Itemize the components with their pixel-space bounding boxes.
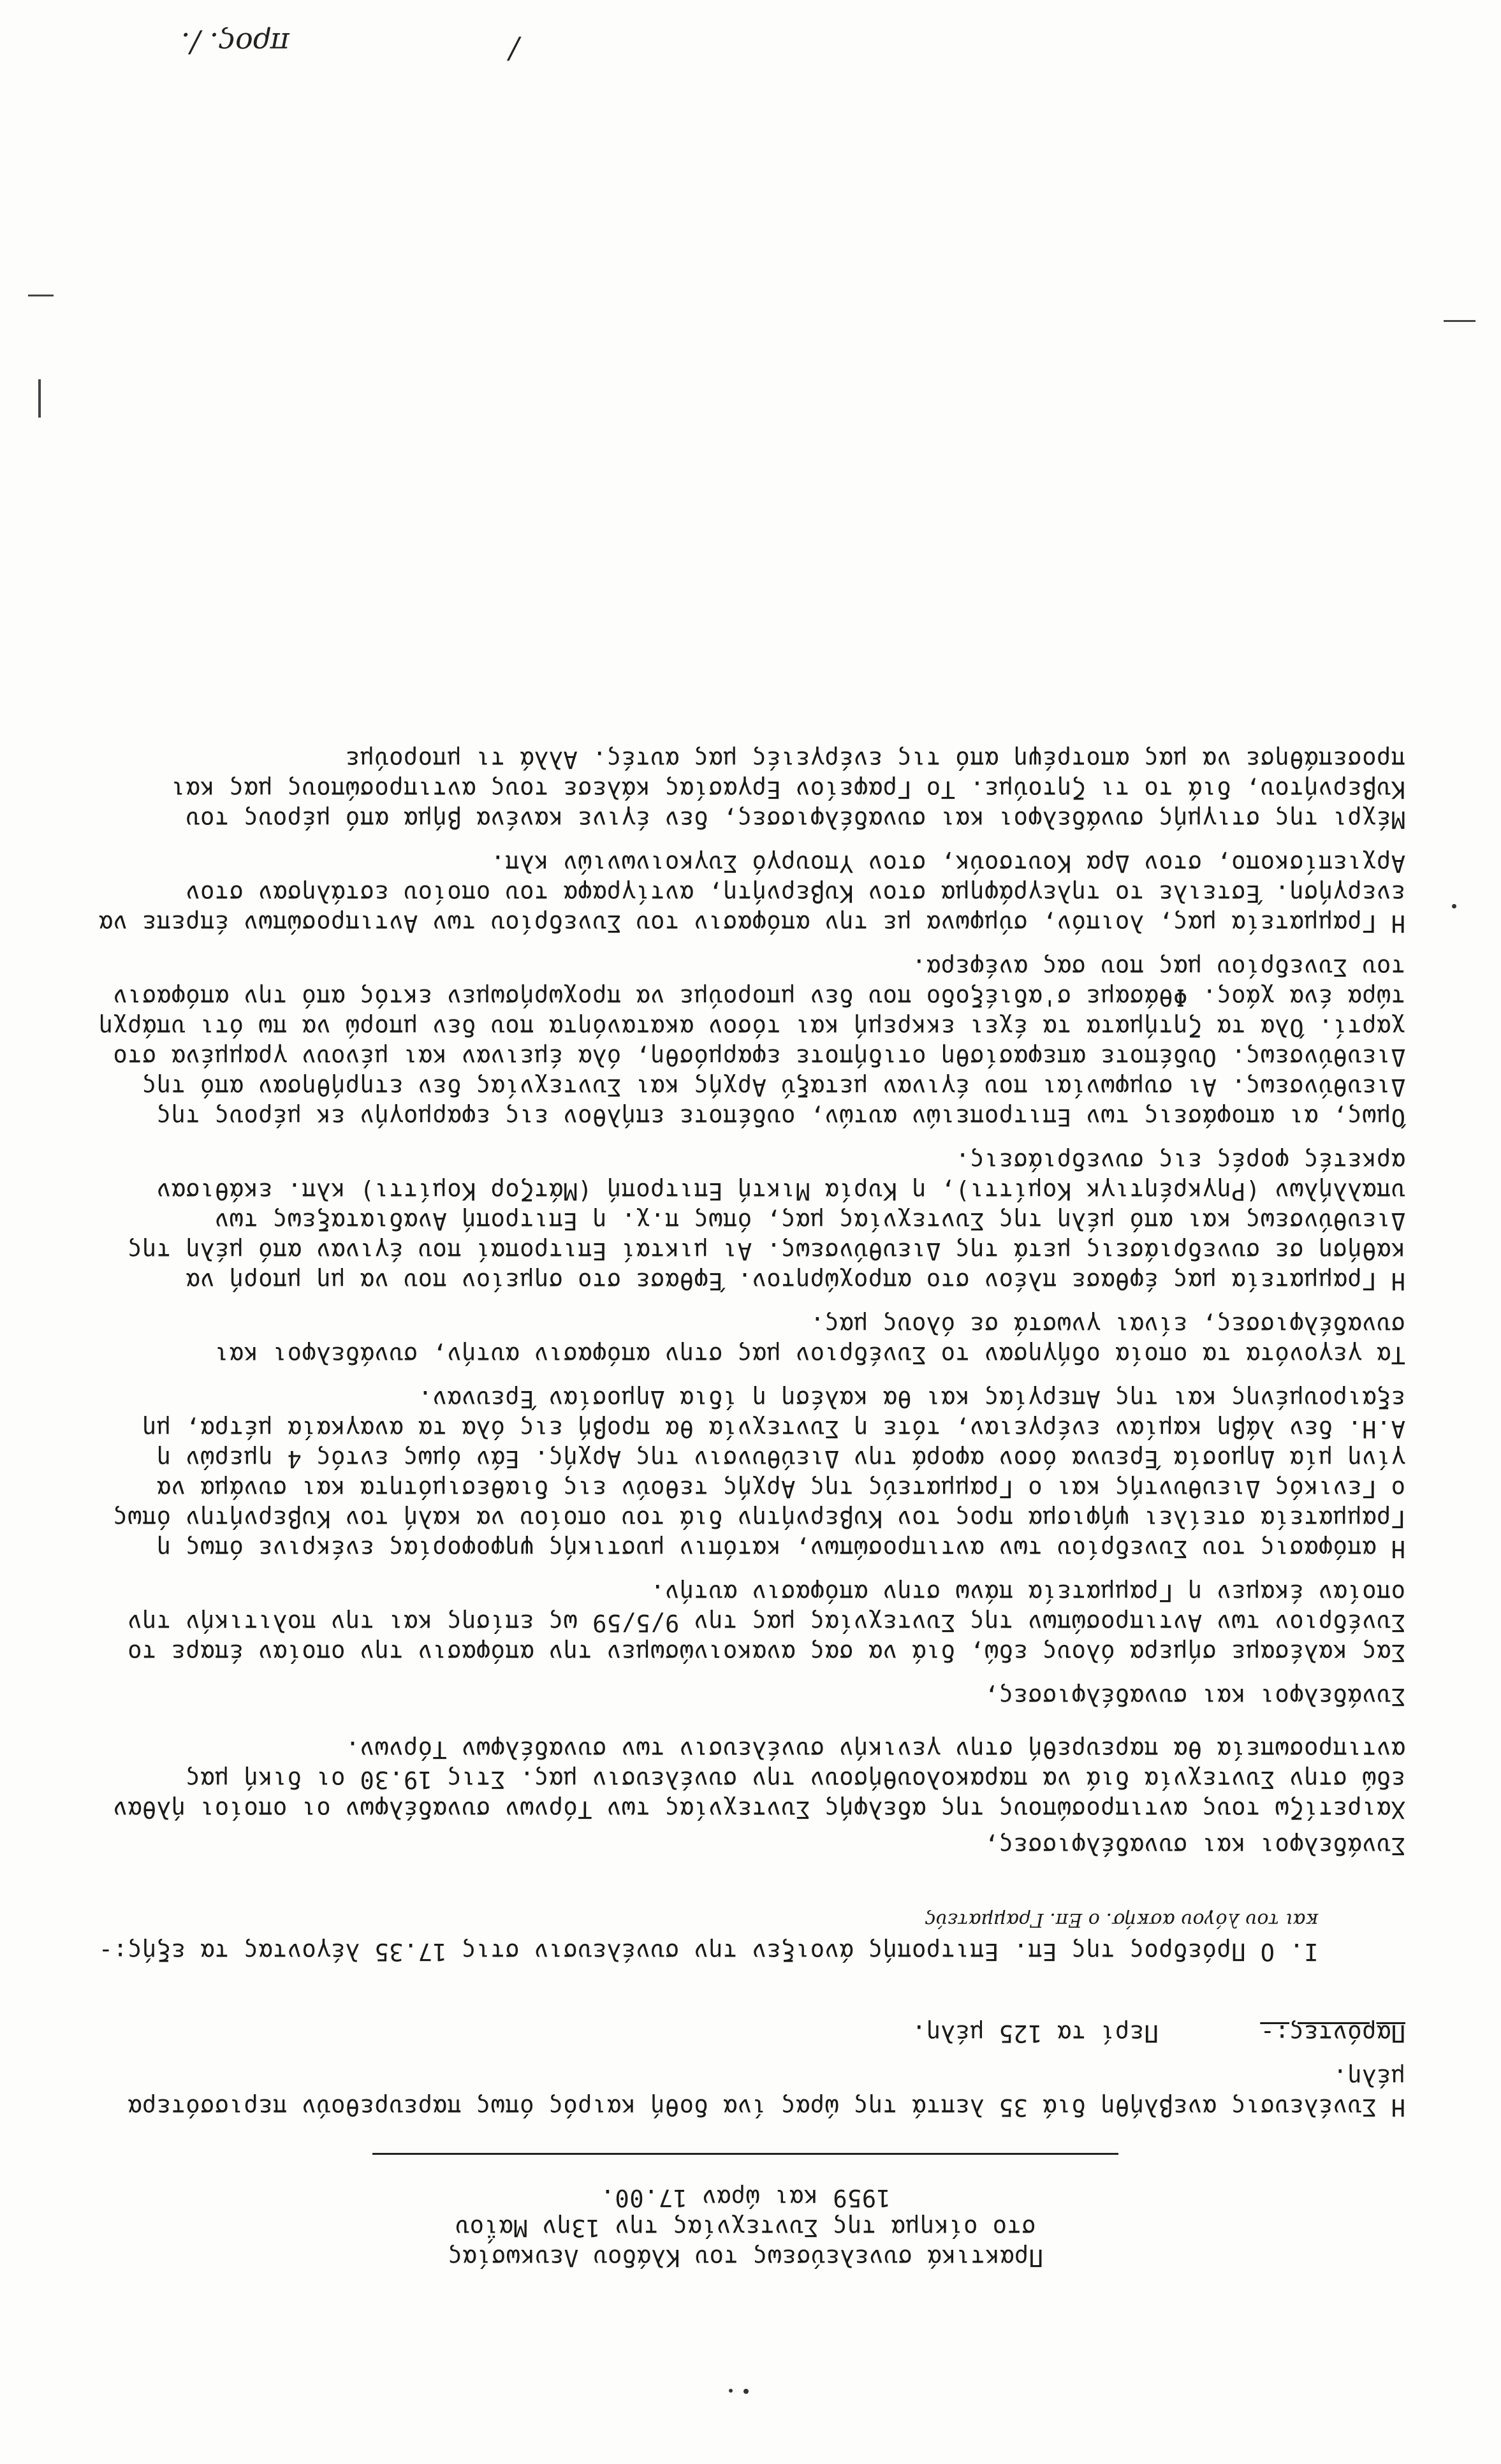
scan-edge-mark <box>38 379 41 418</box>
title-line: Πρακτικά συνελεύσεως του Κλάδου Λευκωσίας <box>448 2244 1043 2271</box>
opening-text: Ι. Ο Πρόεδρος της Επ. Επιτροπής άνοιξεν την συνέλευσιν στις 17.35 λέγοντας τα εξής:- <box>98 1938 1319 1965</box>
present-count: Περί τα 125 μέλη. <box>911 2020 1159 2047</box>
paragraph-opening <box>85 1875 1405 1997</box>
corner-slash-mark: / <box>509 33 519 67</box>
title-divider <box>372 2153 1118 2155</box>
paragraph-secretariat: Η Γραμματεία μας έφθασε πλέον στο απροχώρητον. Έφθασε στο σημείον που να μη μπορή να καθήση σε συνεδριάσεις μετά της Διευθύνσεως. Αι μικταί Επιτροπαί που έγιναν από μέλη της Διευθύνσεως και από μέλη της Συντεχνίας μας, όπως π.χ. η Επιτροπή Αναδιαταξεως των υπαλλήλων (Ρηγκρέητιγκ Κομίττι), η Κυρία Μικτή Επιτροπή (Μάτζορ Κομίττι) κλπ. εκάθισαν αρκετές φορές εις συνεδριάσεις. <box>112 1148 1405 1295</box>
attendance-line <box>85 2018 1405 2048</box>
scan-edge-mark <box>1444 320 1475 322</box>
paragraph-decision: Η απόφασις του Συνεδρίου των αντιπροσώπων, κατόπιν μυστικής ψηφοφορίας ενέκρινε όπως η Γραμματεία στείλει ψήφισμα προς τον Κυβερνήτην διά του οποίου να καλή τον Κυβερνήτην όπως ο Γενικός Διευθυντής και ο Γραμματεύς της Αρχής τεθούν εις διαθεσιμότητα και συνάμα να γίνη μία Δημοσία Έρευνα όσον αφορά την Διεύθυνσιν της Αρχής. Εάν όμως εντός 4 ημερών η Α.Η. δεν λάβη καμίαν ενέργειαν, τότε η Συντεχνία θα προβή εις όλα τα αναγκαία μέτρα, μη εξαιρουμένης και της Απεργίας και θα καλέση η ίδια Δημοσίαν Έρευναν. <box>98 1385 1405 1563</box>
paragraph-greeting: Χαιρετίζω τους αντιπροσώπους της αδελφής Συντεχνίας των Τόρνων συναδέλφων οι οποίοι ήλθαν εδώ στην Συντεχνία διά να παρακολουθήσουν την συνέλευσιν μας. Στις 19.30 οι δική μας αντιπροσωπεία θα παρευρεθή στην γενικήν συνέλευσιν των συναδέλφων Τόρνων. <box>98 1736 1405 1823</box>
paragraph-facts: Τα γεγονότα τα οποία οδήγησαν το Συνέδριον μας στην απόφασιν αυτήν, συνάδελφοι και συναδέλφισσες, είναι γνωστά σε όλους μας. <box>200 1311 1405 1369</box>
handwritten-note: και του λόγου ασκήσ. ο Επ. Γραμματεύς <box>925 1909 1319 1931</box>
paragraph-postponement: Η Συνέλευσις ανεβλήθη διά 35 λεπτά της ώρας ίνα δοθή καιρός όπως παρευρεθούν περισσότερα μέλη. <box>112 2064 1405 2121</box>
paragraph-announcement: Σας καλέσαμε σήμερα όλους εδώ, διά να σας ανακοινώσωμεν την απόφασιν την οποίαν έπαρε το Συνέδριον των Αντιπροσώπων της Συντεχνίας μας την 9/5/59 ως επίσης και την πολιτικήν την οποίαν έκαμεν η Γραμματεία πάνω στην απόφασιν αυτήν. <box>112 1579 1405 1666</box>
paragraph-committees: Όμως, αι αποφάσεις των Επιτροπειών αυτών, ουδέποτε επήλθον εις εφαρμογήν εκ μέρους της Διευθύνσεως. Αι συμφωνίαι που έγιναν μεταξύ Αρχής και Συντεχνίας δεν ετηρήθησαν από της Διευθύνσεως. Ουδέποτε απεφασίσθη οτιδήποτε εφαρμόσθη, όλα έμειναν και μένουν γραμμένα στο χαρτί. Όλα τα ζητήματα τα έχει εκκρεμή και τόσον ακατανόητα που δεν μπορώ να πω ότι υπάρχη τώρα ένα χάος. Φθάσαμε σ'αδιέξοδο που δεν μπορούμε να προχωρήσωμεν εκτός από την απόφασιν του Συνεδρίου μας που σας ανέφερα. <box>84 954 1405 1131</box>
salutation: Συνάδελφοι και συναδέλφισσες, <box>984 1683 1405 1710</box>
scan-speck <box>729 2389 733 2393</box>
scan-speck <box>1452 904 1456 908</box>
scan-edge-mark <box>28 295 54 296</box>
paragraph-status: Μέχρι της στιγμής συνάδελφοι και συναδέλφισσες, δεν έγινε κανένα βήμα από μέρους του Κυβερνήτου, διά το τι ζητούμε. Το Γραφείον Εργασίας κάλεσε τους αντιπροσώπους μας και προσεπάθησε να μας αποτρέψη από τις ενέργειές μας αυτές. Αλλά τι μπορούμε <box>156 746 1405 833</box>
present-label: Παρόντες:- <box>1260 2020 1405 2047</box>
paragraph-telegram: Η Γραμματεία μας, λοιπόν, σύμφωνα με την απόφασιν του Συνεδρίου των Αντιπροσώπων έπρεπε να ενεργήση. Έστειλε το τηλεγράφημα στον Κυβερνήτη, αντίγραφα του οποίου εστάλησαν στον Αρχιεπίσκοπο, στον Δρα Κουτσούκ, στον Υπουργό Συγκοινωνιών κλπ. <box>84 850 1405 937</box>
title-line: 1959 και ώραν 17.00. <box>600 2184 891 2212</box>
document-body <box>85 738 1405 2273</box>
scan-speck <box>743 2389 749 2394</box>
document-title <box>85 2183 1405 2273</box>
continuation-mark: προς. /. <box>180 26 289 61</box>
title-line: στο οίκημα της Συντεχνίας την 13ην Μαΐου <box>455 2214 1036 2242</box>
salutation: Συνάδελφοι και συναδέλφισσες, <box>984 1832 1405 1860</box>
